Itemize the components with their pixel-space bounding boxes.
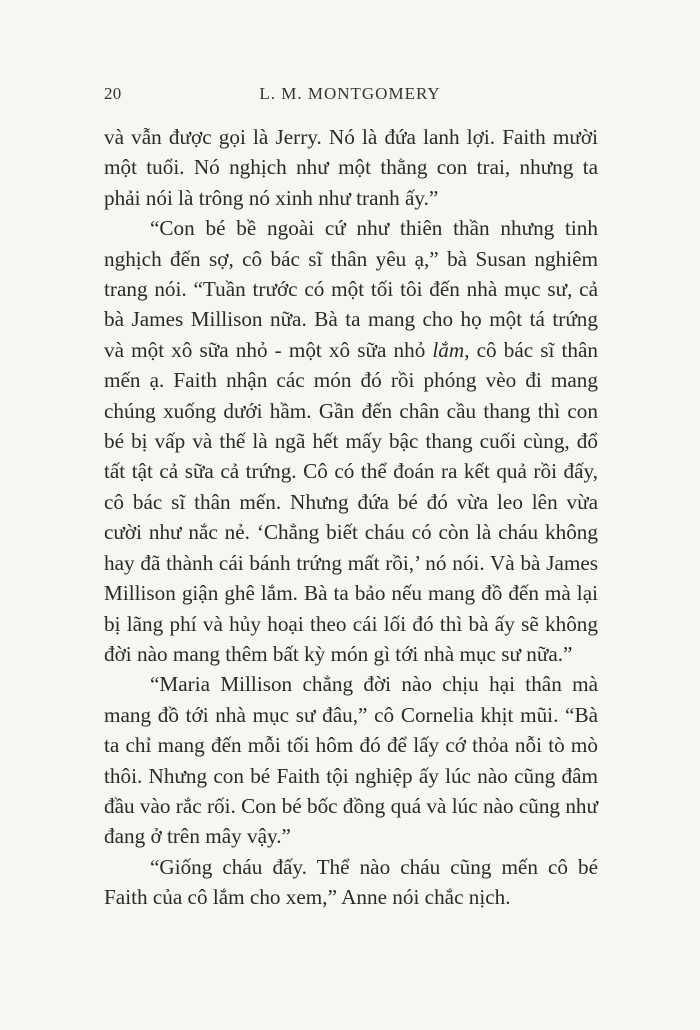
running-head [104, 84, 596, 108]
page-number: 20 [104, 84, 122, 103]
paragraph-2 [104, 213, 598, 669]
paragraph-3: “Maria Millison chẳng đời nào chịu hại thân mà mang đồ tới nhà mục sư đâu,” cô Cornelia khịt mũi. “Bà ta chỉ mang đến mỗi tối hôm đó để lấy cớ thỏa nỗi tò mò thôi. Nhưng con bé Faith tội nghiệp ấy lúc nào cũng đâm đầu vào rắc rối. Con bé bốc đồng quá và lúc nào cũng như đang ở trên mây vậy.” [104, 672, 598, 849]
paragraph-4: “Giống cháu đấy. Thể nào cháu cũng mến cô bé Faith của cô lắm cho xem,” Anne nói chắc nịch. [104, 854, 598, 910]
running-title-author: L. M. MONTGOMERY [259, 84, 441, 103]
paragraph-2-text-start: “Con bé bề ngoài cứ như thiên thần nhưng tinh nghịch đến sợ, cô bác sĩ thân yêu ạ,” bà Susan nghiêm trang nói. “Tuần trước có một tối tôi đến nhà mục sư, cả bà James Millison nữa. Bà ta mang cho họ một tá trứng và một xô sữa nhỏ - một xô sữa nhỏ [104, 216, 598, 362]
paragraph-1: và vẫn được gọi là Jerry. Nó là đứa lanh lợi. Faith mười một tuổi. Nó nghịch như một thằng con trai, nhưng ta phải nói là trông nó xinh như tranh ấy.” [104, 125, 598, 210]
paragraph-2-text-end: , cô bác sĩ thân mến ạ. Faith nhận các món đó rồi phóng vèo đi mang chúng xuống dưới hầm. Gần đến chân cầu thang thì con bé bị vấp và thế là ngã hết mấy bậc thang cuối cùng, đổ tất tật cả sữa cả trứng. Cô có thể đoán ra kết quả rồi đấy, cô bác sĩ thân mến. Nhưng đứa bé đó vừa leo lên vừa cười như nắc nẻ. ‘Chẳng biết cháu có còn là cháu không hay đã thành cái bánh trứng mất rồi,’ nó nói. Và bà James Millison giận ghê lắm. Bà ta bảo nếu mang đồ đến mà lại bị lãng phí và hủy hoại theo cái lối đó thì bà ấy sẽ không đời nào mang thêm bất kỳ món gì tới nhà mục sư nữa.” [104, 337, 598, 666]
body-text [104, 122, 598, 913]
paragraph-2-italic-word: lắm [432, 337, 465, 362]
